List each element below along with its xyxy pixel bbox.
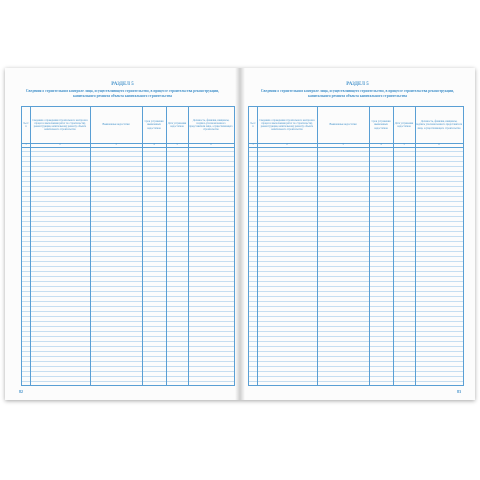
column-number: 5 bbox=[403, 143, 405, 146]
page-number: 82 bbox=[19, 389, 23, 394]
column-number: 1 bbox=[252, 143, 254, 146]
header-cell-number: № п/п bbox=[250, 121, 256, 128]
header-cell-fix-date: Дата устранения недостатков bbox=[394, 121, 414, 128]
column-divider bbox=[142, 106, 167, 386]
header-cell-defects: Выявленные недостатки bbox=[102, 123, 130, 127]
section-title: РАЗДЕЛ 5 bbox=[111, 82, 134, 87]
control-table bbox=[248, 106, 463, 386]
right-page bbox=[240, 68, 475, 400]
column-divider bbox=[257, 106, 318, 386]
left-page bbox=[5, 68, 240, 400]
header-cell-control-info: Сведения о проведении строительного контроля в процессе выполнения работ по строительству, реконструкции, капитальному ремонту объекта капитального строительства bbox=[259, 118, 315, 132]
control-table bbox=[21, 106, 234, 386]
column-number: 5 bbox=[176, 143, 178, 146]
journal-spread bbox=[5, 68, 475, 400]
column-divider bbox=[30, 106, 91, 386]
column-number: 2 bbox=[59, 143, 61, 146]
header-cell-signature: Должность, фамилия, инициалы, подпись уполномоченного представителя лица, осуществляющего строительство bbox=[189, 118, 233, 132]
column-number: 1 bbox=[25, 143, 27, 146]
header-cell-fix-date: Дата устранения недостатков bbox=[167, 121, 187, 128]
header-cell-signature: Должность, фамилия, инициалы, подпись уполномоченного представителя лица, осуществляющего строительство bbox=[416, 120, 462, 130]
column-divider bbox=[90, 106, 143, 386]
header-cell-number: № п/п bbox=[23, 121, 29, 128]
section-subtitle: Сведения о строительном контроле лица, осуществляющего строительство, в процессе строительства реконструкции, капитального ремонта объекта капитального строительства bbox=[25, 89, 220, 98]
section-subtitle: Сведения о строительном контроле лица, осуществляющего строительство, в процессе строительства реконструкции, капитального ремонта объекта капитального строительства bbox=[260, 89, 455, 98]
column-number: 4 bbox=[153, 143, 155, 146]
column-divider bbox=[415, 106, 464, 386]
column-number: 3 bbox=[115, 143, 117, 146]
column-number: 3 bbox=[342, 143, 344, 146]
header-cell-control-info: Сведения о проведении строительного контроля в процессе выполнения работ по строительству, реконструкции, капитальному ремонту объекта капитального строительства bbox=[32, 118, 88, 132]
column-divider bbox=[393, 106, 416, 386]
column-number: 6 bbox=[438, 143, 440, 146]
header-cell-defects: Выявленные недостатки bbox=[329, 123, 357, 127]
column-number: 6 bbox=[210, 143, 212, 146]
column-divider bbox=[188, 106, 235, 386]
column-number: 4 bbox=[380, 143, 382, 146]
column-divider bbox=[166, 106, 189, 386]
column-divider bbox=[369, 106, 394, 386]
page-number: 83 bbox=[457, 389, 461, 394]
header-cell-deadline: Срок устранения выявленных недостатков bbox=[371, 120, 391, 130]
section-title: РАЗДЕЛ 5 bbox=[346, 82, 369, 87]
column-number: 2 bbox=[286, 143, 288, 146]
header-cell-deadline: Срок устранения выявленных недостатков bbox=[144, 120, 164, 130]
column-divider bbox=[317, 106, 370, 386]
